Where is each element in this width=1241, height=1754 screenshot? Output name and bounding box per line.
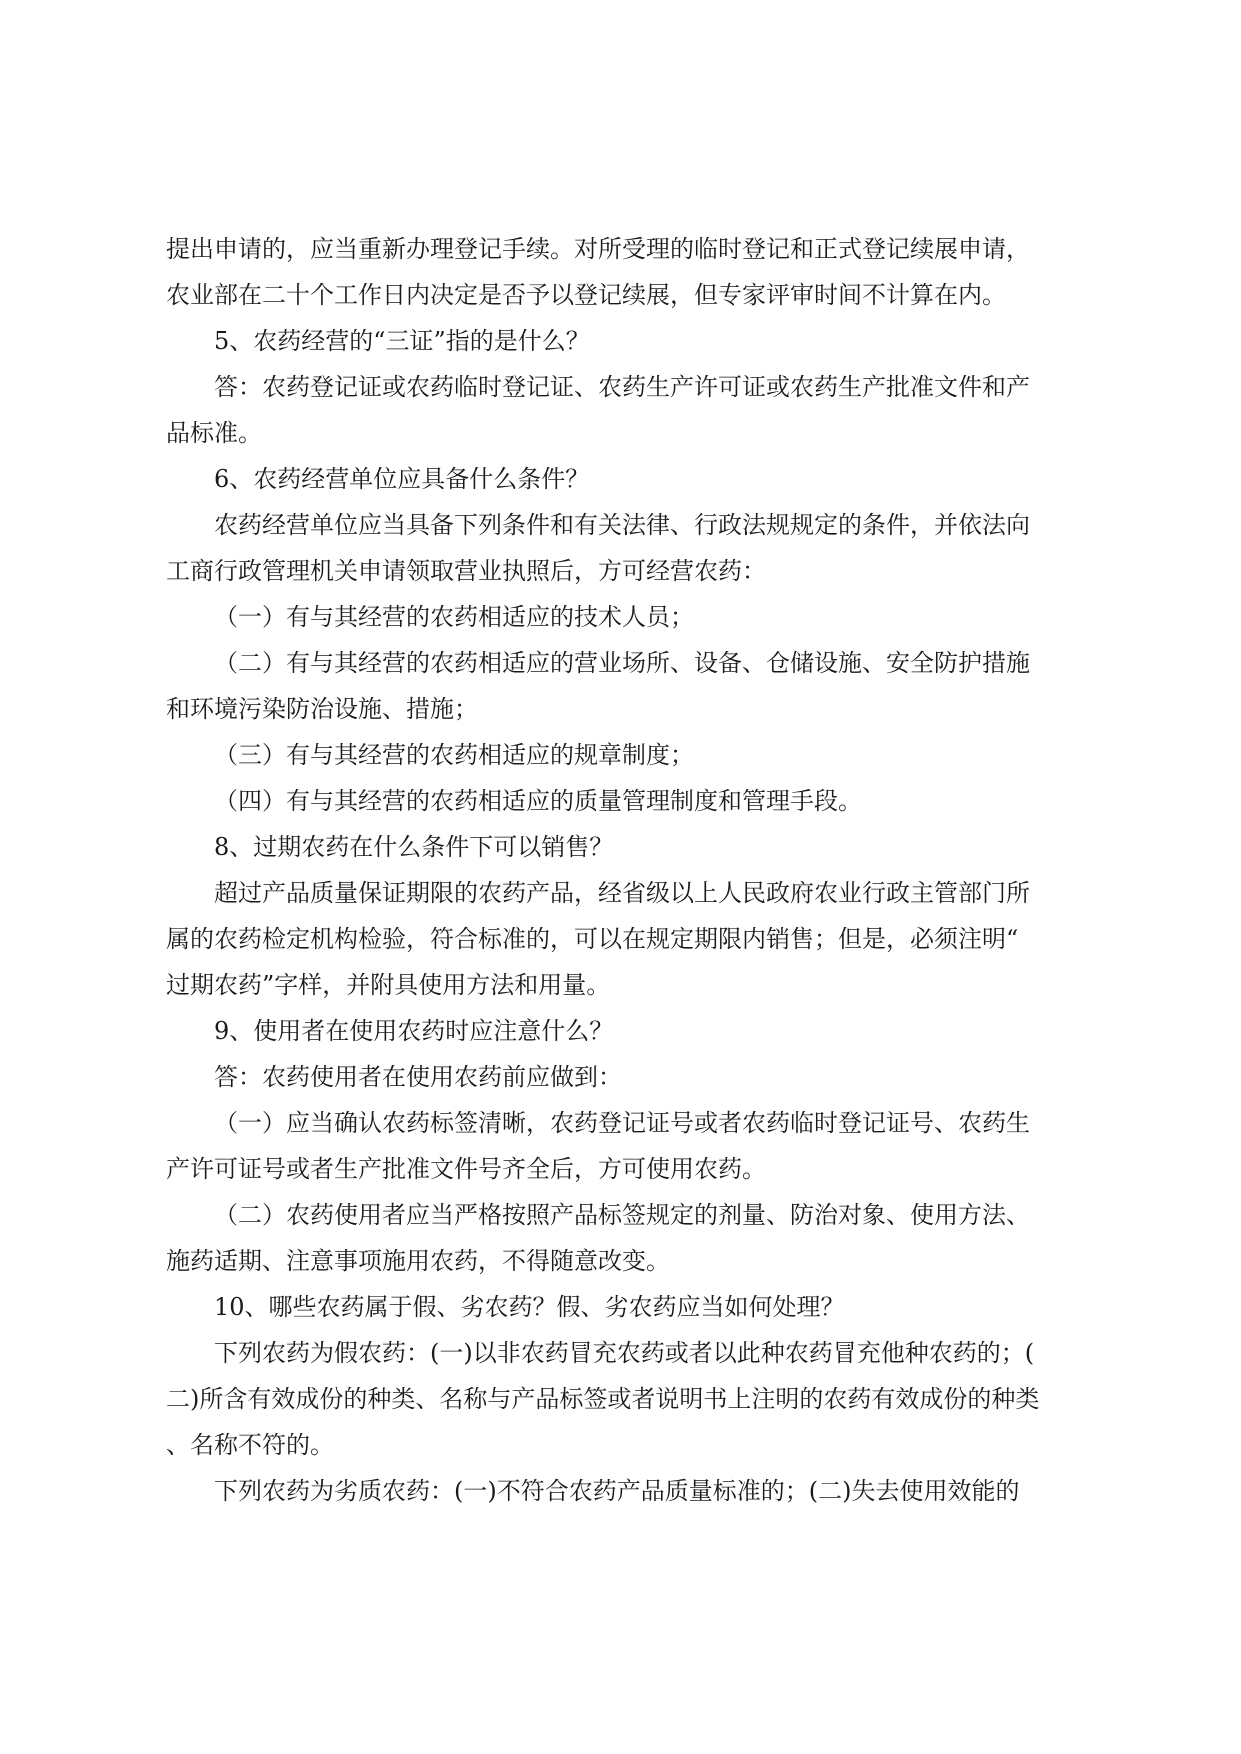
text-line: 提出申请的，应当重新办理登记手续。对所受理的临时登记和正式登记续展申请， bbox=[166, 235, 1030, 263]
text-line: 5、农药经营的“三证”指的是什么？ bbox=[214, 327, 590, 355]
document-body bbox=[166, 226, 1078, 1514]
text-line: （一）有与其经营的农药相适应的技术人员； bbox=[214, 603, 694, 631]
text-line: 施药适期、注意事项施用农药，不得随意改变。 bbox=[166, 1247, 670, 1275]
text-line: 6、农药经营单位应具备什么条件？ bbox=[214, 465, 590, 493]
text-line: 工商行政管理机关申请领取营业执照后，方可经营农药： bbox=[166, 557, 766, 585]
text-line: 下列农药为劣质农药：(一)不符合农药产品质量标准的；(二)失去使用效能的 bbox=[214, 1477, 1020, 1505]
text-line: （一）应当确认农药标签清晰，农药登记证号或者农药临时登记证号、农药生 bbox=[214, 1109, 1030, 1137]
text-line: （四）有与其经营的农药相适应的质量管理制度和管理手段。 bbox=[214, 787, 862, 815]
text-line: 农药经营单位应当具备下列条件和有关法律、行政法规规定的条件，并依法向 bbox=[214, 511, 1030, 539]
text-line: 10、哪些农药属于假、劣农药？假、劣农药应当如何处理？ bbox=[214, 1293, 845, 1321]
text-line: 属的农药检定机构检验，符合标准的，可以在规定期限内销售；但是，必须注明“ bbox=[166, 925, 1019, 953]
text-line: 答：农药登记证或农药临时登记证、农药生产许可证或农药生产批准文件和产 bbox=[214, 373, 1030, 401]
text-line: 产许可证号或者生产批准文件号齐全后，方可使用农药。 bbox=[166, 1155, 766, 1183]
text-line: 下列农药为假农药：(一)以非农药冒充农药或者以此种农药冒充他种农药的；( bbox=[214, 1339, 1035, 1367]
text-line: 9、使用者在使用农药时应注意什么？ bbox=[214, 1017, 614, 1045]
text-line: 答：农药使用者在使用农药前应做到： bbox=[214, 1063, 622, 1091]
text-line: 、名称不符的。 bbox=[166, 1431, 334, 1459]
text-line: （二）有与其经营的农药相适应的营业场所、设备、仓储设施、安全防护措施 bbox=[214, 649, 1030, 677]
text-line: 8、过期农药在什么条件下可以销售？ bbox=[214, 833, 614, 861]
text-line: （三）有与其经营的农药相适应的规章制度； bbox=[214, 741, 694, 769]
text-line: 过期农药”字样，并附具使用方法和用量。 bbox=[166, 971, 611, 999]
text-line: 农业部在二十个工作日内决定是否予以登记续展，但专家评审时间不计算在内。 bbox=[166, 281, 1006, 309]
text-line: 品标准。 bbox=[166, 419, 262, 447]
text-line: （二）农药使用者应当严格按照产品标签规定的剂量、防治对象、使用方法、 bbox=[214, 1201, 1030, 1229]
text-line: 二)所含有效成份的种类、名称与产品标签或者说明书上注明的农药有效成份的种类 bbox=[166, 1385, 1040, 1413]
text-line: 超过产品质量保证期限的农药产品，经省级以上人民政府农业行政主管部门所 bbox=[214, 879, 1030, 907]
text-line: 和环境污染防治设施、措施； bbox=[166, 695, 478, 723]
